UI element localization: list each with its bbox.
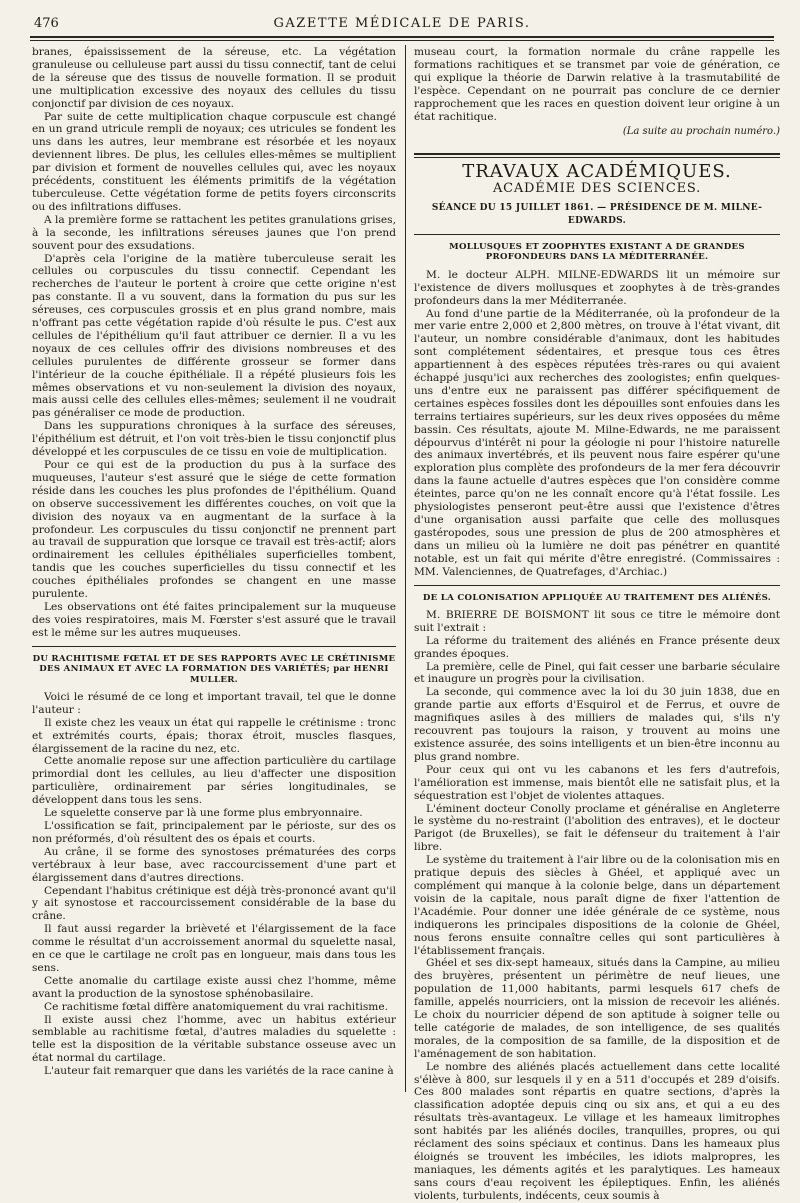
paragraph: Il existe chez les veaux un état qui rappelle le crétinisme : tronc et extrémités courts, épais; thorax étroit, muscles flasques, élargissement de la racine du nez, etc. (32, 716, 396, 755)
paragraph: Cette anomalie du cartilage existe aussi chez l'homme, même avant la production de la synostose sphénobasilaire. (32, 974, 396, 1000)
paragraph: D'après cela l'origine de la matière tuberculeuse serait les cellules ou corpuscules du tissu connectif. Cependant les recherches de l'auteur le portent à croire que cette origine n'est pas constante. Il a vu souvent, dans la formation du pus sur les séreuses, ces corpuscules grossis et en plus grand nombre, mais n'offrant pas cette végétation rapide d'où résulte le pus. C'est aux cellules de l'épithélium qu'il faut attribuer ce dernier. Il a vu les noyaux de ces cellules offrir des divisions nombreuses et des cellules purulentes de différente grosseur se former dans l'intérieur de la couche épithéliale. Il a répété plusieurs fois les mêmes observations et vu non-seulement la division des noyaux, mais aussi celle des cellules elles-mêmes; seulement il ne voudrait pas généraliser ce mode de production. (32, 252, 396, 420)
paragraph: Voici le résumé de ce long et important travail, tel que le donne l'auteur : (32, 690, 396, 716)
page-header (30, 14, 774, 36)
paragraph: branes, épaississement de la séreuse, etc. La végétation granuleuse ou celluleuse part aussi du tissu connectif, tant de celui de la séreuse que des tissus de nouvelle formation. Il se produit une multiplication excessive des noyaux des cellules du tissu conjonctif par division de ces noyaux. (32, 46, 396, 110)
paragraph: Il existe aussi chez l'homme, avec un habitus extérieur semblable au rachitisme fœtal, d'autres maladies du squelette : telle est la disposition de la véritable substance osseuse avec un état normal du cartilage. (32, 1013, 396, 1065)
journal-title: GAZETTE MÉDICALE DE PARIS. (273, 16, 531, 31)
paragraph: L'auteur fait remarquer que dans les variétés de la race canine à (44, 1065, 394, 1078)
paragraph: La réforme du traitement des aliénés en France présente deux grandes époques. (414, 634, 780, 660)
paragraph: Pour ce qui est de la production du pus à la surface des muqueuses, l'auteur s'est assuré que le siége de cette formation réside dans les couches les plus profondes de l'épithélium. Quand on observe successivement les différentes couches, on voit que la division des noyaux va en augmentant de la surface à la profondeur. Les corpuscules du tissu conjonctif ne prennent part au travail de suppuration que lorsque ce travail est très-actif; alors ordinairement les cellules épithéliales superficielles tombent, tandis que les couches superficielles du tissu connectif et les couches épithéliales profondes se changent en une masse purulente. (32, 459, 396, 601)
paragraph: La seconde, qui commence avec la loi du 30 juin 1838, due en grande partie aux efforts d'Esquirol et de Ferrus, et ouvre de magnifiques asiles à des milliers de malades qui, s'ils n'y recouvrent pas toujours la raison, y trouvent au moins une existence assurée, des soins intelligents et un bien-être inconnu au plus grand nombre. (414, 686, 780, 763)
section-double-rule (414, 153, 780, 158)
paragraph: A la première forme se rattachent les petites granulations grises, à la seconde, les infiltrations séreuses jaunes que l'on prend souvent pour des exsudations. (32, 213, 396, 252)
section-rule (32, 646, 396, 647)
paragraph: museau court, la formation normale du crâne rappelle les formations rachitiques et se transmet par voie de génération, ce qui explique la théorie de Darwin relative à la trasmutabilité de l'espèce. Cependant on ne pourrait pas conclure de ce dernier rapprochement que les races en question doivent leur origine à un état rachitique. (414, 46, 780, 123)
header-rule-thin (30, 40, 774, 41)
paragraph: Cependant l'habitus crétinique est déjà très-prononcé avant qu'il y ait synostose et raccourcissement considérable de la base du crâne. (32, 884, 396, 923)
article-heading: MOLLUSQUES ET ZOOPHYTES EXISTANT A DE GRANDES PROFONDEURS DANS LA MÉDITERRANÉE. (449, 241, 745, 263)
header-rule (30, 36, 774, 38)
section-rule (414, 585, 780, 586)
paragraph: L'ossification se fait, principalement par le périoste, sur des os non préformés, d'où résultent des os épais et courts. (32, 819, 396, 845)
paragraph: Pour ceux qui ont vu les cabanons et les fers d'autrefois, l'amélioration est immense, mais bientôt elle ne satisfait plus, et la séquestration est l'objet de violentes attaques. (414, 763, 780, 802)
paragraph: Dans les suppurations chroniques à la surface des séreuses, l'épithélium est détruit, et l'on voit très-bien le tissu conjonctif plus développé et les corpuscules de ce tissu en voie de multiplication. (32, 420, 396, 459)
page-number: 476 (34, 16, 59, 31)
paragraph: Par suite de cette multiplication chaque corpuscule est changé en un grand utricule rempli de noyaux; ces utricules se fondent les uns dans les autres, leur membrane est résorbée et les noyaux deviennent libres. De plus, les cellules elles-mêmes se multiplient par division et forment de nouvelles cellules qui, avec les noyaux précédents, constituent les éléments primitifs de la végétation tuberculeuse. Cette végétation forme de petits foyers circonscrits ou des infiltrations diffuses. (32, 110, 396, 213)
paragraph: La première, celle de Pinel, qui fait cesser une barbarie séculaire et inaugure un progrès pour la civilisation. (414, 660, 780, 686)
paragraph: Cette anomalie repose sur une affection particulière du cartilage primordial dont les cellules, au lieu d'affecter une disposition particulière, ordinairement par séries longitudinales, se développent dans tous les sens. (32, 755, 396, 807)
paragraph: L'éminent docteur Conolly proclame et généralise en Angleterre le système du no-restraint (l'abolition des entraves), et le docteur Parigot (de Bruxelles), se fait le défenseur du traitement à l'air libre. (414, 802, 780, 854)
paragraph: Au fond d'une partie de la Méditerranée, où la profondeur de la mer varie entre 2,000 et 2,800 mètres, on trouve à l'état vivant, dit l'auteur, un nombre considérable d'animaux, dont les habitudes sont complétement sédentaires, et presque tous ces êtres appartiennent à des espèces réputées très-rares ou qui avaient échappé jusqu'ici aux recherches des zoologistes; enfin quelques-uns d'entre eux ne paraissent pas différer spécifiquement de certaines espèces fossiles dont les dépouilles sont enfouies dans les terrains tertiaires supérieurs, sur les deux rives opposées du même bassin. Ces résultats, ajoute M. Milne-Edwards, ne me paraissent dépourvus d'intérêt ni pour la géologie ni pour l'histoire naturelle des animaux invertébrés, et ils peuvent nous faire espérer qu'une exploration plus complète des profondeurs de la mer fera découvrir dans la faune actuelle d'autres espèces que l'on considère comme éteintes, parce qu'on ne les connaît encore qu'à l'état fossile. Les physiologistes penseront peut-être aussi que l'existence d'êtres d'une organisation aussi parfaite que celle des mollusques gastéropodes, sous une pression de plus de 200 atmosphères et dans un milieu où la lumière ne doit pas pénétrer en quantité notable, est un fait qui mérite d'être enregistré. (Commissaires : MM. Valenciennes, de Quatrefages, d'Archiac.) (414, 307, 780, 578)
paragraph: Les observations ont été faites principalement sur la muqueuse des voies respiratoires, mais M. Fœrster s'est assuré que le travail est le même sur les autres muqueuses. (32, 600, 396, 639)
paragraph: M. BRIERRE DE BOISMONT lit sous ce titre le mémoire dont suit l'extrait : (414, 608, 780, 634)
academy-title: ACADÉMIE DES SCIENCES. (492, 181, 702, 197)
session-line: SÉANCE DU 15 JUILLET 1861. — PRÉSIDENCE DE M. MILNE-EDWARDS. (431, 203, 763, 227)
paragraph: Il faut aussi regarder la brièveté et l'élargissement de la face comme le résultat d'un accroissement anormal du squelette nasal, en ce que le cartilage ne croît pas en longueur, mais dans tous les sens. (32, 923, 396, 974)
section-title: TRAVAUX ACADÉMIQUES. (462, 161, 732, 183)
right-column (414, 46, 780, 1202)
paragraph: Le système du traitement à l'air libre ou de la colonisation mis en pratique depuis des siècles à Ghéel, et appliqué avec un complément qui manque à la colonie belge, dans un département voisin de la capitale, nous paraît digne de fixer l'attention de l'Académie. Pour donner une idée générale de ce système, nous indiquerons les principales dispositions de la colonie de Ghéel, nous ferons ensuite connaître celles qui sont particulières à l'établissement français. (414, 854, 780, 957)
article-heading: DU RACHITISME FŒTAL ET DE SES RAPPORTS AVEC LE CRÉTINISME DES ANIMAUX ET AVEC LA FORMATION DES VARIÉTÉS; par HENRI MULLER. (32, 653, 396, 685)
column-separator (405, 45, 406, 1092)
left-column (32, 46, 396, 1086)
continued-note: (La suite au prochain numéro.) (622, 126, 780, 138)
article-heading: DE LA COLONISATION APPLIQUÉE AU TRAITEMENT DES ALIÉNÉS. (422, 592, 772, 603)
paragraph: Le nombre des aliénés placés actuellement dans cette localité s'élève à 800, sur lesquels il y en a 511 d'occupés et 289 d'oisifs. Ces 800 malades sont répartis en quatre sections, d'après la classification adoptée depuis cinq ou six ans, et qui a eu des résultats très-avantageux. Le village et les hameaux limitrophes sont habités par les aliénés dociles, tranquilles, propres, ou qui réclament des soins spéciaux et continus. Dans les hameaux plus éloignés se trouvent les imbéciles, les idiots malpropres, les maniaques, les déments agités et les paralytiques. Les hameaux sans cours d'eau reçoivent les épileptiques. Enfin, les aliénés violents, turbulents, indécents, ceux soumis à (414, 1060, 780, 1202)
paragraph: Ce rachitisme fœtal diffère anatomiquement du vrai rachitisme. (44, 1000, 388, 1013)
paragraph: Au crâne, il se forme des synostoses prématurées des corps vertébraux à leur base, avec raccourcissement d'une part et élargissement dans d'autres directions. (32, 845, 396, 884)
section-rule (414, 234, 780, 235)
paragraph: Ghéel et ses dix-sept hameaux, situés dans la Campine, au milieu des bruyères, présentent un périmètre de neuf lieues, une population de 11,000 habitants, parmi lesquels 617 chefs de famille, appelés nourriciers, ont la mission de recevoir les aliénés. Le choix du nourricier dépend de son aptitude à soigner telle ou telle catégorie de malades, de son intelligence, de ses qualités morales, de la composition de sa famille, de la disposition et de l'aménagement de son habitation. (414, 957, 780, 1060)
paragraph: Le squelette conserve par là une forme plus embryonnaire. (44, 807, 363, 820)
paragraph: M. le docteur ALPH. MILNE-EDWARDS lit un mémoire sur l'existence de divers mollusques et zoophytes à de très-grandes profondeurs dans la mer Méditerranée. (414, 268, 780, 307)
